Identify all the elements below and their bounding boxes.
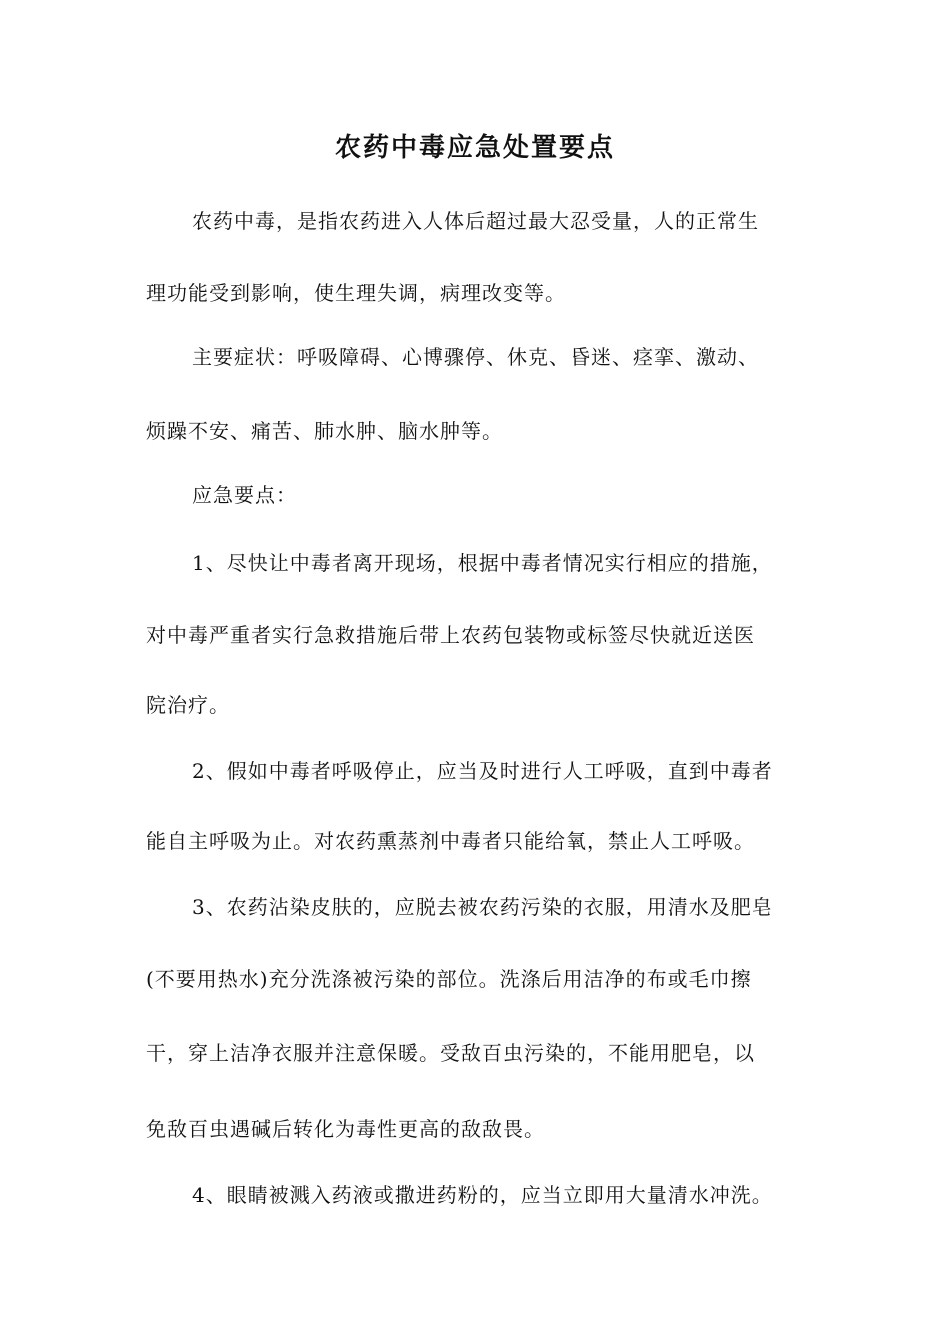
text-line: 农药中毒，是指农药进入人体后超过最大忍受量，人的正常生: [192, 209, 759, 233]
text-line: 理功能受到影响，使生理失调，病理改变等。: [146, 281, 566, 305]
text-line: 干，穿上洁净衣服并注意保暖。受敌百虫污染的，不能用肥皂，以: [146, 1041, 755, 1065]
text-line: 3、农药沾染皮肤的，应脱去被农药污染的衣服，用清水及肥皂: [192, 895, 773, 919]
text-line: 2、假如中毒者呼吸停止，应当及时进行人工呼吸，直到中毒者: [192, 759, 773, 783]
text-line: 院治疗。: [146, 693, 230, 717]
text-line: 应急要点：: [192, 483, 297, 507]
text-line: (不要用热水)充分洗涤被污染的部位。洗涤后用洁净的布或毛巾擦: [146, 967, 752, 991]
text-line: 烦躁不安、痛苦、肺水肿、脑水肿等。: [146, 419, 503, 443]
text-line: 免敌百虫遇碱后转化为毒性更高的敌敌畏。: [146, 1117, 545, 1141]
text-line: 对中毒严重者实行急救措施后带上农药包装物或标签尽快就近送医: [146, 623, 755, 647]
document-title: 农药中毒应急处置要点: [334, 133, 615, 163]
text-line: 1、尽快让中毒者离开现场，根据中毒者情况实行相应的措施，: [192, 551, 773, 575]
text-line: 4、眼睛被溅入药液或撒进药粉的，应当立即用大量清水冲洗。: [192, 1183, 773, 1207]
text-line: 能自主呼吸为止。对农药熏蒸剂中毒者只能给氧，禁止人工呼吸。: [146, 829, 755, 853]
text-line: 主要症状：呼吸障碍、心博骤停、休克、昏迷、痉挛、激动、: [192, 345, 759, 369]
